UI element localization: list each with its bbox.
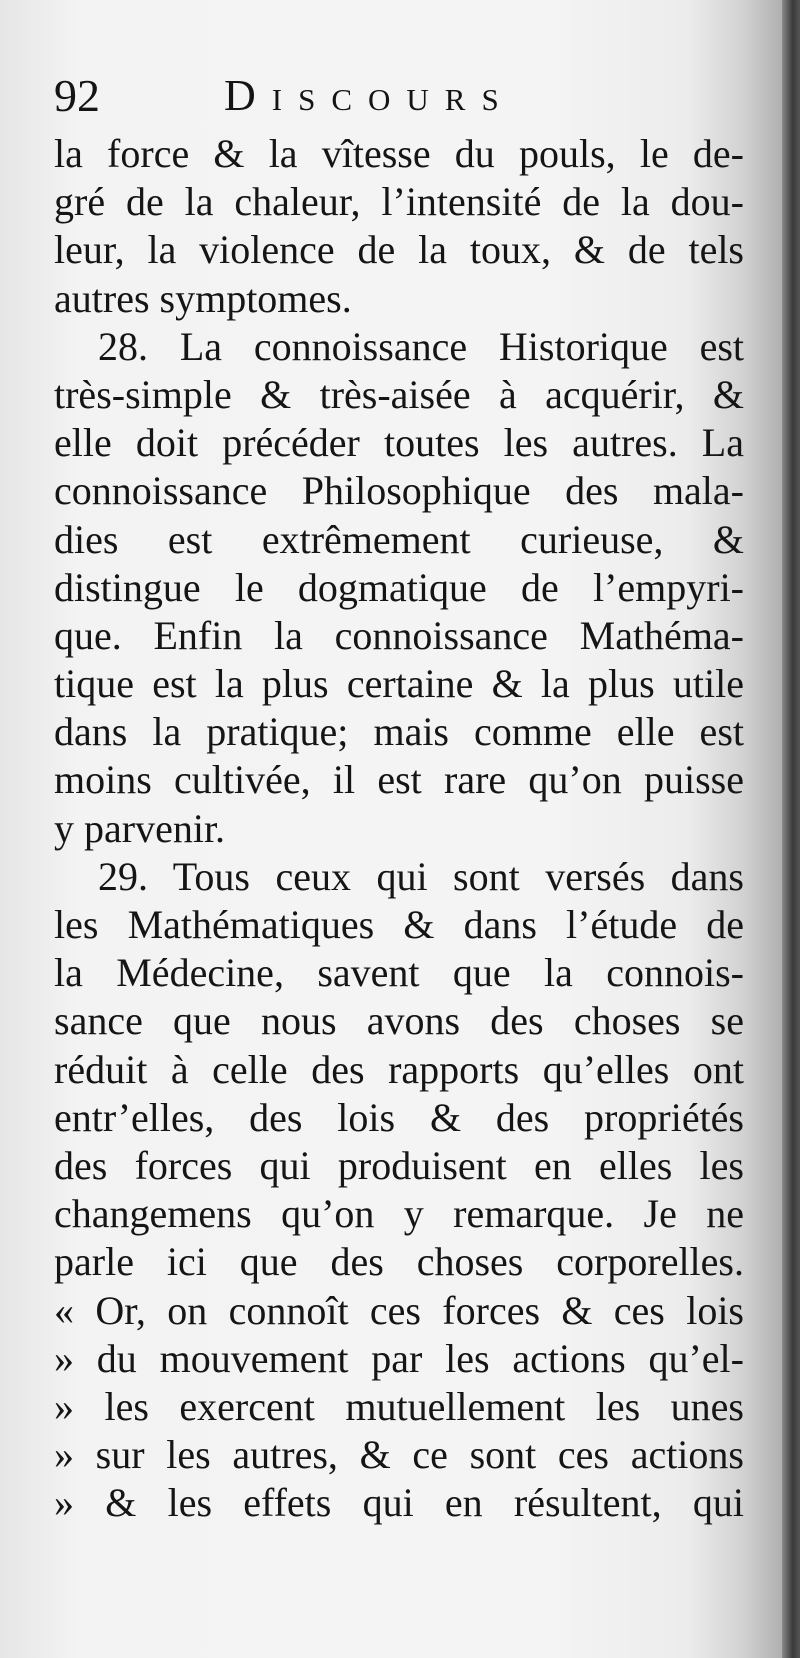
text-line: réduit à celle des rapports qu’elles ont [54,1046,744,1092]
text-line: connoissance Philosophique des mala- [54,468,744,514]
text-line: sance que nous avons des choses se [54,998,744,1044]
text-line: autres symptomes. [54,275,352,321]
text-line: que. Enfin la connoissance Mathéma- [54,612,744,658]
text-line: dies est extrêmement curieuse, & [54,516,744,562]
text-line: y parvenir. [54,805,226,851]
running-head: Discours [224,71,515,120]
text-line: la Médecine, savent que la connois- [54,950,744,996]
page-number: 92 [54,70,100,121]
text-line: très-simple & très-aisée à acquérir, & [54,371,744,417]
text-line: elle doit précéder toutes les autres. La [54,420,744,466]
text-line: distingue le dogmatique de l’empyri- [54,564,744,610]
text-line: des forces qui produisent en elles les [54,1142,744,1188]
text-line: parle ici que des choses corporelles. [54,1239,744,1285]
text-line: leur, la violence de la toux, & de tels [54,227,744,273]
text-line: changemens qu’on y remarque. Je ne [54,1191,744,1237]
quoted-line: » du mouvement par les actions qu’el- [54,1335,744,1381]
paragraph-29-start: 29. Tous ceux qui sont versés dans [98,853,744,899]
body-text [54,130,744,1527]
text-line: dans la pratique; mais comme elle est [54,709,744,755]
quoted-line: » les exercent mutuellement les unes [54,1383,744,1429]
text-line: les Mathématiques & dans l’étude de [54,902,744,947]
page-header [54,66,714,126]
quoted-line: » sur les autres, & ce sont ces actions [54,1432,744,1478]
text-line: gré de la chaleur, l’intensité de la dou- [54,179,744,225]
text-line: la force & la vîtesse du pouls, le de- [54,131,744,176]
quoted-line: « Or, on connoît ces forces & ces lois [54,1287,744,1333]
page-gutter-shadow [782,0,800,1658]
quoted-line: » & les effets qui en résultent, qui [54,1480,744,1526]
text-line: entr’elles, des lois & des propriétés [54,1094,744,1140]
text-line: moins cultivée, il est rare qu’on puisse [54,757,744,803]
paragraph-28-start: 28. La connoissance Historique est [98,323,744,369]
text-line: tique est la plus certaine & la plus utile [54,661,744,707]
